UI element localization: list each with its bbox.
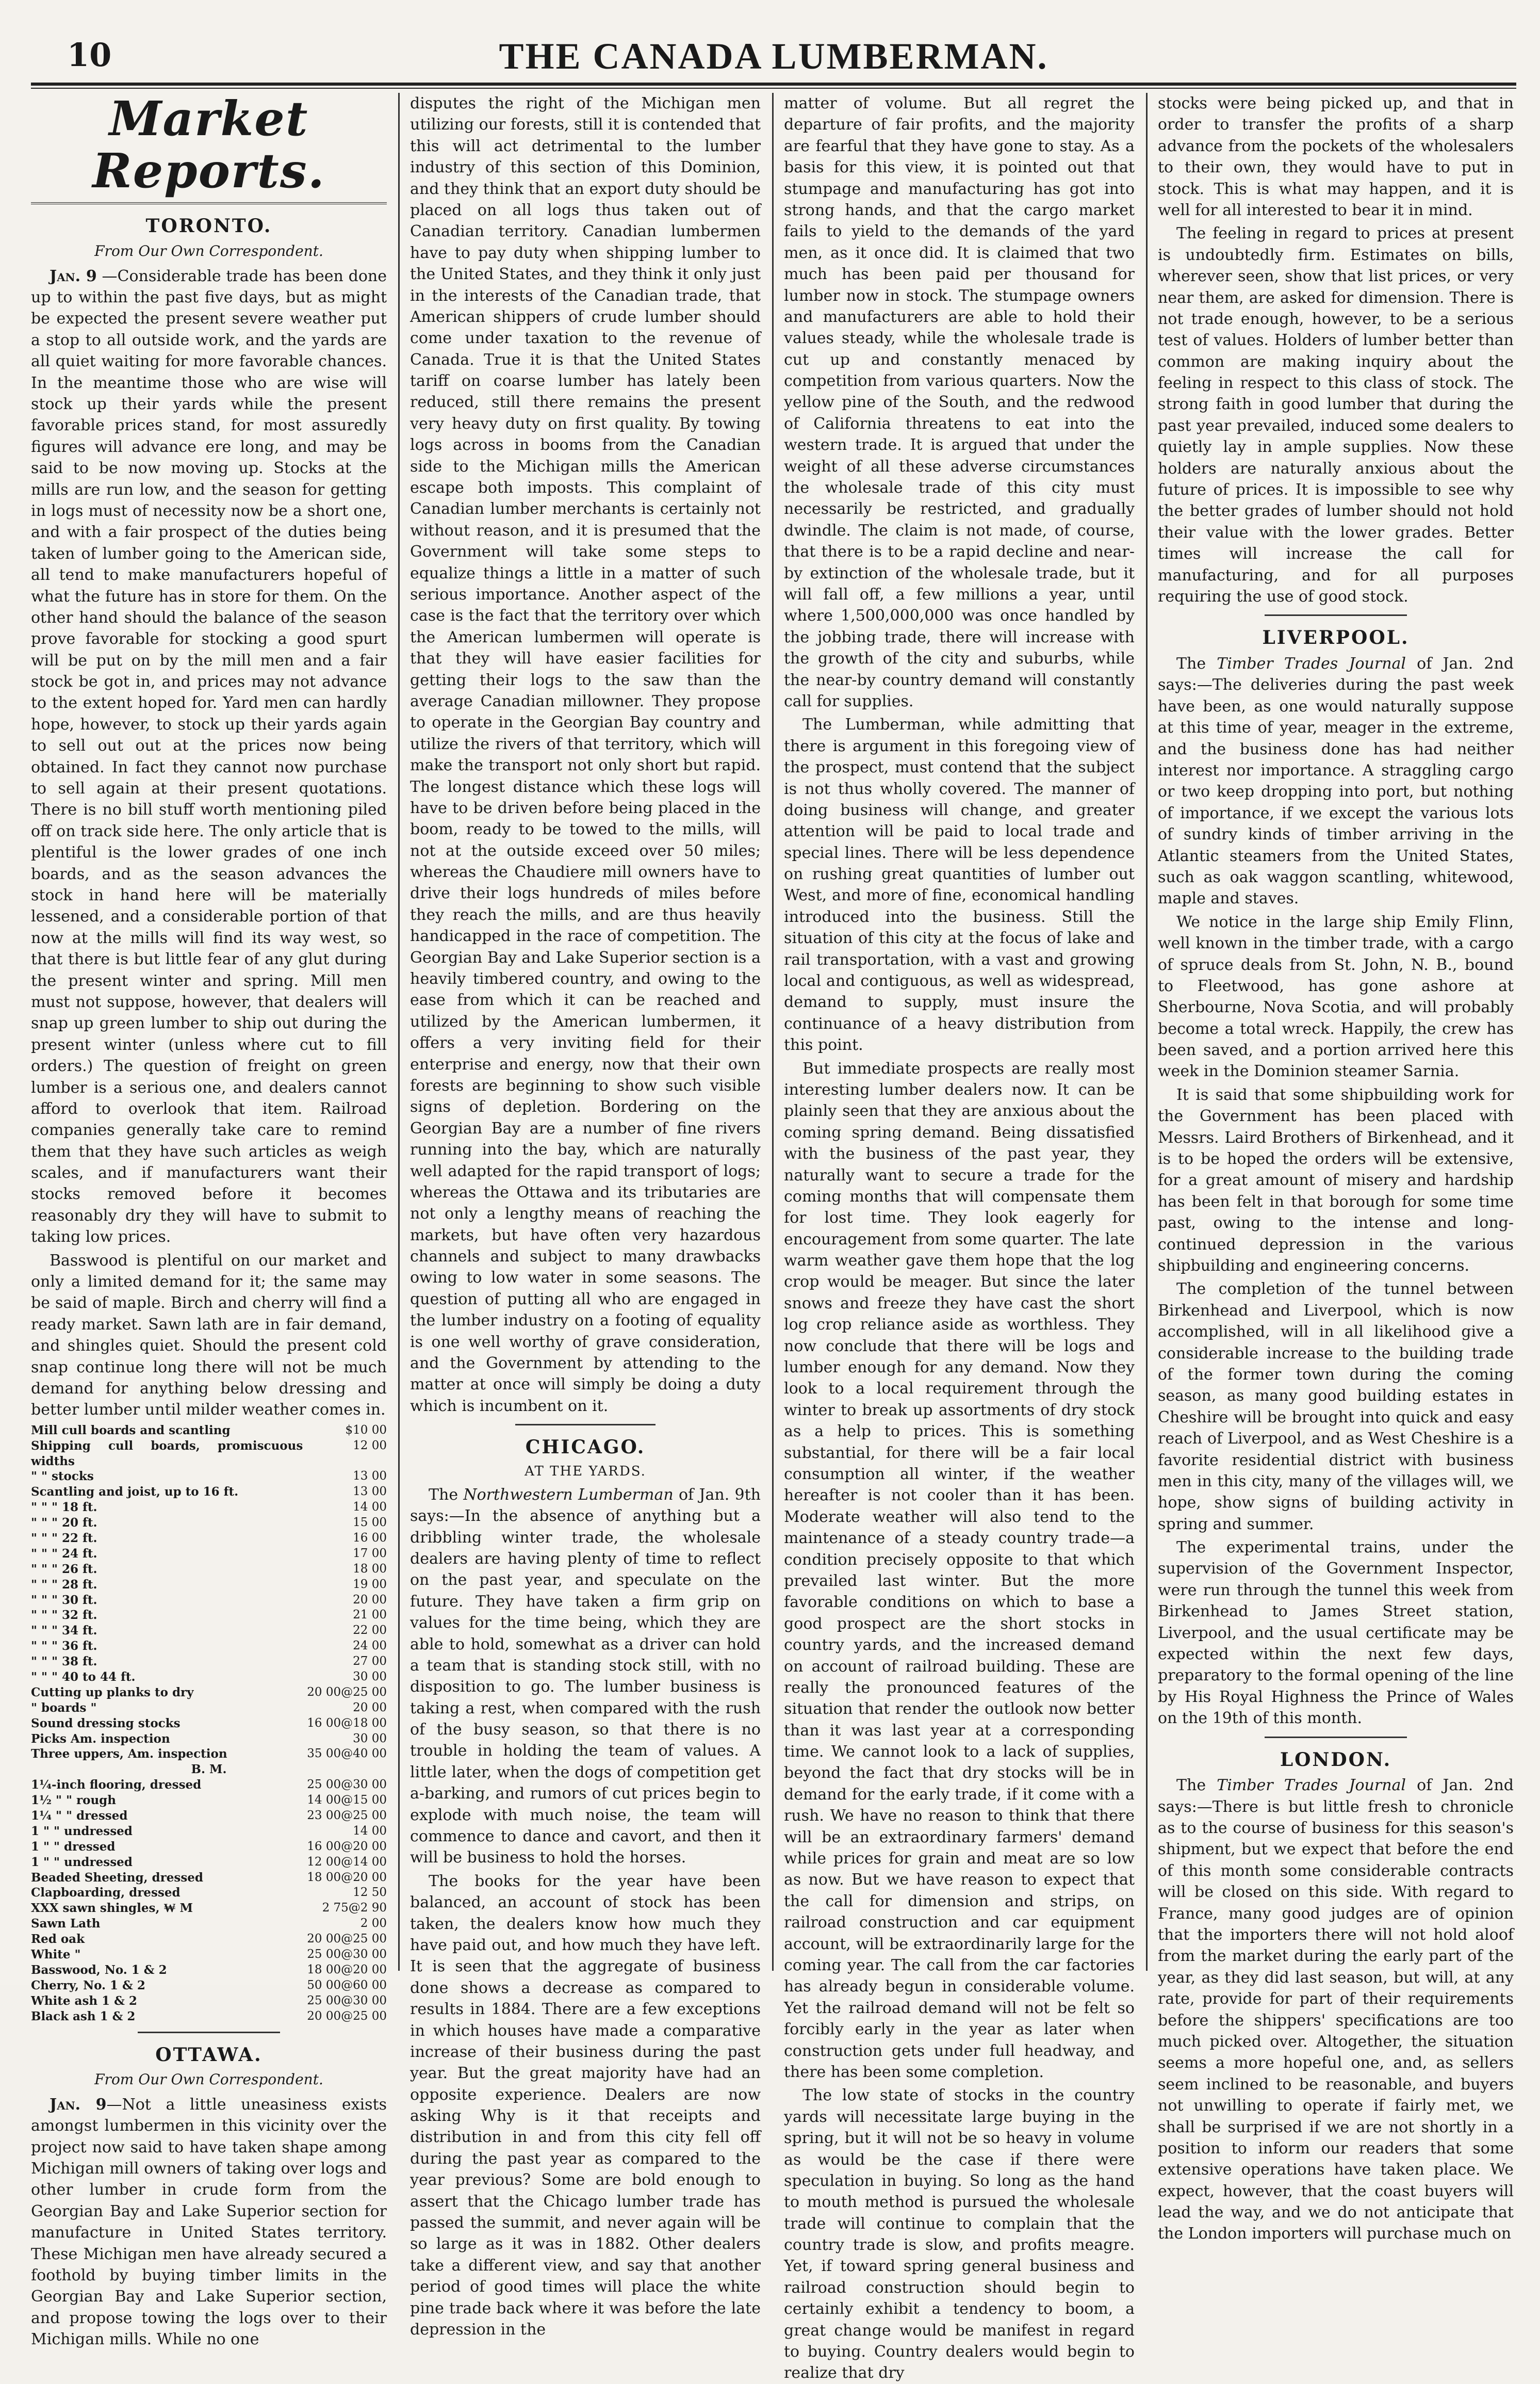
columns [31,91,1516,2382]
price-value: 23 00@25 00 [307,1809,387,1823]
price-row [31,1978,387,1993]
price-value: 18 00@20 00 [307,1963,387,1976]
price-value: 15 00 [353,1516,387,1530]
price-item: Cherry, No. 1 & 2 [31,1978,145,1992]
price-row [31,1870,387,1886]
price-item: Clapboarding, dressed [31,1886,181,1900]
price-item: Picks Am. inspection [31,1731,170,1746]
price-value: 20 00@25 00 [307,1932,387,1946]
price-value: $10 00 [345,1423,387,1437]
price-row [31,1515,387,1531]
price-item: XXX sawn shingles, ₩ M [31,1901,193,1916]
price-item: " " " 24 ft. [31,1546,97,1561]
price-value: 19 00 [353,1577,387,1591]
price-value: 20 00 [353,1593,387,1607]
price-item: " " " 38 ft. [31,1655,97,1669]
section-separator [1265,1737,1407,1738]
liverpool-paragraph: The experimental trains, under the supervision of the Government Inspector, were run through the tunnel this week from Birkenhead to James Street station, Liverpool, and the usual certificate may be expected within the next few days, preparatory to the formal opening of the line by His Royal Highness the Prince of Wales on the 19th of this month. [1158,1538,1514,1728]
chicago-subheading: AT THE YARDS. [525,1463,646,1479]
ottawa-continued-paragraph: disputes the right of the Michigan men utilizing our forests, still it is contended that this will act detrimental to the lumber industry of this section of this Dominion, and they think that an export duty should be placed on all logs thus taken out of Canadian territory. Canadian lumbermen have to pay duty when shipping lumber to the United States, and they think it only just in the interests of the Canadian trade, that American shippers of crude lumber should come under taxation to the revenue of Canada. True it is that the United States tariff on coarse lumber has lately been reduced, still there remains the present very heavy duty on first quality. By towing logs across in booms from the Canadian side to the Michigan mills the American escape both imposts. This complaint of Canadian lumber merchants is certainly not without reason, and it is presumed that the Government will take some steps to equalize things a little in a matter of such serious importance. Another aspect of the case is the fact that the territory over which the American lumbermen will operate is that they will have easier facilities for getting their logs to the saw than the average Canadian millowner. They propose to operate in the Georgian Bay country and utilize the rivers of that territory, which will make the transport not only short but rapid. The longest distance which these logs will have to be driven before being placed in the boom, ready to be towed to the mills, will not at the outside exceed over 50 miles; whereas the Chaudiere mill owners have to drive their logs hundreds of miles before they reach the mills, and are thus heavily handicapped in the race of competition. The Georgian Bay and Lake Superior section is a heavily timbered country, and owing to the ease from which it can be reached and utilized by the American lumbermen, it offers a very inviting field for their enterprise and energy, now that their own forests are beginning to show such visible signs of depletion. Bordering on the Georgian Bay are a number of fine rivers running into the bay, which are naturally well adapted for the rapid transport of logs; whereas the Ottawa and its tributaries are not only a lengthy means of reaching the markets, but have often very hazardous channels and subject to many drawbacks owing to low water in some seasons. The question of putting all who are engaged in the lumber industry on a footing of equality is one well worthy of grave consideration, and the Government by attending to the matter at once will simply be doing a duty which is incumbent on it. [410,94,761,1415]
price-value: 20 00@25 00 [307,1685,387,1699]
price-row [31,1685,387,1700]
price-row [31,1700,387,1716]
publication-name: Timber Trades Journal [1217,655,1406,673]
toronto-byline: From Our Own Correspondent. [94,242,323,260]
ottawa-paragraph: Jan. 9—Not a little uneasiness exists amongst lumbermen in this vicinity over the project now said to have taken shape among Michigan mill owners of taking over logs and other lumber in crude form from the Georgian Bay and Lake Superior section for manufacture in United States territory. These Michigan men have already secured a foothold by buying timber limits in the Georgian Bay and Lake Superior section, and propose towing the logs over to their Michigan mills. While no one [31,2095,387,2349]
price-row [31,1963,387,1978]
publication-name: Timber Trades Journal [1217,1776,1406,1795]
price-item: " " " 34 ft. [31,1624,97,1638]
price-row [31,1885,387,1901]
price-row [31,1546,387,1562]
price-row [31,1855,387,1870]
price-item: Mill cull boards and scantling [31,1423,231,1437]
price-item: Scantling and joist, up to 16 ft. [31,1485,239,1499]
price-item: " boards " [31,1700,97,1715]
price-value: 13 00 [353,1469,387,1483]
price-value: 25 00@30 00 [307,1948,387,1961]
price-item: Sawn Lath [31,1917,101,1931]
toronto-dateline: Jan. 9 [50,267,97,285]
price-row [31,1746,387,1762]
ottawa-heading: OTTAWA. [155,2044,263,2066]
price-row [31,1669,387,1685]
price-row [31,1608,387,1623]
price-row [31,1824,387,1839]
price-item: " " " 20 ft. [31,1516,97,1530]
price-value: 50 00@60 00 [307,1978,387,1992]
price-row [31,1932,387,1947]
price-value: 27 00 [353,1655,387,1668]
price-value: 20 00 [353,1700,387,1714]
price-row [31,1438,387,1469]
price-item: White " [31,1948,81,1962]
price-item: Black ash 1 & 2 [31,2009,136,2023]
chicago-continued-paragraph: But immediate prospects are really most interesting lumber dealers now. It can be plainly seen that they are anxious about the coming spring demand. Being dissatisfied with the business of the past year, they naturally want to secure a trade for the coming months that will compensate them for lost time. They look eagerly for encouragement from some quarter. The late warm weather gave them hope that the log crop would be meager. But since the later snows and freeze they have cast the short log crop reliance aside as worthless. They now conclude that there will be logs and lumber enough for any demand. Now they look to a local requirement through the winter to break up assortments of dry stock as a help to prices. This is something substantial, for there will be a fair local consumption all winter, if the weather hereafter is not cooler than it has been. Moderate weather will also tend to the maintenance of a steady country trade—a condition precisely opposite to that which prevailed last winter. But the more favorable conditions on which to base a good prospect are the short stocks in country yards, and the increased demand on account of railroad building. These are really the pronounced features of the situation that render the outlook now better than it was last year at a corresponding time. We cannot look to a lack of supplies, beyond the fact that dry stocks will be in demand for the early trade, if it come with a rush. We have no reason to think that there will be an extraordinary farmers' demand while prices for grain and meat are so low as now. But we have reason to expect that the call for dimension and strips, on railroad construction and car equipment account, will be extraordinarily large for the coming year. The call from the car factories has already begun in considerable volume. Yet the railroad demand will not be felt so forcibly early in the year as later when construction gets under full headway, and there has been some completion. [784,1059,1135,2081]
price-item: " " " 26 ft. [31,1562,97,1576]
column-rule [398,93,400,1971]
column-rule [1146,93,1148,1971]
column-2 [410,93,761,2339]
price-item: Shipping cull boards, promiscuous widths [31,1438,303,1468]
price-item: Cutting up planks to dry [31,1685,194,1699]
price-row [31,1901,387,1916]
page-header [31,31,1516,88]
price-item: " " " 18 ft. [31,1500,97,1515]
page-number: 10 [67,36,112,74]
price-row [31,1947,387,1963]
column-4 [1158,93,1514,2243]
price-value: 30 00 [353,1670,387,1684]
price-item: Sound dressing stocks [31,1716,181,1730]
market-reports-masthead: Market Reports. [31,93,387,204]
price-value: 2 00 [360,1917,387,1931]
chicago-continued-paragraph: The low state of stocks in the country yards will necessitate large buying in the spring, but it will not be so heavy in volume as would be the case if there were speculation in buying. So long as the hand to mouth method is pursued the wholesale trade will continue to complain that the country trade is slow, and profits meagre. Yet, if toward spring general business and railroad construction should begin to certainly exhibit a tendency to boom, a great change would be manifest in regard to buying. Country dealers would begin to realize that dry [784,2086,1135,2382]
price-item: " " " 30 ft. [31,1593,97,1607]
price-row [31,1593,387,1608]
ottawa-dateline: Jan. 9 [50,2095,107,2114]
price-value: 12 50 [353,1886,387,1900]
liverpool-heading: LIVERPOOL. [1262,627,1410,649]
price-row [31,1639,387,1654]
price-row [31,1762,387,1777]
section-separator [1265,614,1407,616]
price-value: 14 00@15 00 [307,1793,387,1807]
price-value: 18 00 [353,1562,387,1576]
price-item: 1¼ " " dressed [31,1809,128,1823]
price-value: 24 00 [353,1639,387,1653]
price-value: 2 75@2 90 [322,1901,387,1915]
price-item: " " " 28 ft. [31,1577,97,1592]
publication-name: Northwestern Lumberman [463,1485,674,1504]
price-row [31,1484,387,1500]
section-separator [138,2032,280,2033]
chicago-continued-paragraph: The feeling in regard to prices at present is undoubtedly firm. Estimates on bills, wherever seen, show that list prices, or very near them, are asked for dimension. There is not trade enough, however, to be a serious test of values. Holders of lumber better than common are making inquiry about the feeling in respect to this class of stock. The strong faith in good lumber that during the past year prevailed, induced some dealers to quietly lay in ample supplies. Now these holders are naturally anxious about the future of prices. It is impossible to see why the better grades of lumber should not hold their value with the lower grades. Better times will increase the call for manufacturing, and for all purposes requiring the use of good stock. [1158,224,1514,606]
price-item: " " stocks [31,1469,94,1484]
toronto-paragraph: Basswood is plentiful on our market and only a limited demand for it; the same may be said of maple. Birch and cherry will find a ready market. Sawn lath are in fair demand, and shingles quiet. Should the present cold snap continue long there will not be much demand for anything below dressing and better lumber until milder weather comes in. [31,1251,387,1419]
chicago-continued-paragraph: matter of volume. But all regret the departure of fair profits, and the majority are fearful that they have gone to stay. As a basis for this view, it is pointed out that stumpage and manufacturing has got into strong hands, and that the cargo market fails to yield to the demands of the yard men, as it once did. It is claimed that two much has been paid per thousand for lumber now in stock. The stumpage owners and manufacturers are able to hold their values steady, while the wholesale trade is cut up and constantly menaced by competition from various quarters. Now the yellow pine of the South, and the redwood of California threatens to eat into the western trade. It is argued that under the weight of all these adverse circumstances the wholesale trade of this city must necessarily be restricted, and gradually dwindle. The claim is not made, of course, that there is to be a rapid decline and near-by extinction of the wholesale trade, but it will fall off, a few millions a year, until where 1,500,000,000 was once handled by the jobbing trade, there will increase with the growth of the city and suburbs, while the near-by country demand will constantly call for supplies. [784,94,1135,710]
price-value: 16 00@20 00 [307,1839,387,1853]
chicago-paragraph: The Northwestern Lumberman of Jan. 9th says:—In the absence of anything but a dribbling winter trade, the wholesale dealers are having plenty of time to reflect on the past year, and speculate on the future. They have taken a firm grip on values for the time being, which they are able to hold, somewhat as a driver can hold a team that is standing stock still, with no disposition to go. The lumber business is taking a rest, when compared with the rush of the busy season, so that there is no trouble in holding the team of values. A little later, when the dogs of competition get a-barking, and rumors of cut prices begin to explode with much noise, the team will commence to dance and cavort, and then it will be business to hold the horses. [410,1485,761,1867]
price-row [31,1993,387,2009]
price-value: 14 00 [353,1500,387,1514]
price-item: Basswood, No. 1 & 2 [31,1963,167,1977]
london-heading: LONDON. [1280,1748,1392,1771]
price-value: 20 00@25 00 [307,2009,387,2023]
price-row [31,1808,387,1824]
price-item: 1 " " dressed [31,1839,116,1854]
price-value: 16 00@18 00 [307,1716,387,1730]
price-value: 25 00@30 00 [307,1993,387,2007]
chicago-continued-paragraph: The Lumberman, while admitting that there is argument in this foregoing view of the prospect, must contend that the subject is not thus wholly covered. The manner of doing business will change, and greater attention will be paid to local trade and special lines. There will be less dependence on rushing great quantities of lumber out West, and more of fine, economical handling introduced into the business. Still the situation of this city at the focus of lake and rail transportation, with a vast and growing local and contiguous, as well as widespread, demand to supply, must insure the continuance of a heavy distribution from this point. [784,716,1135,1055]
price-value: 13 00 [353,1485,387,1499]
price-value: 12 00@14 00 [307,1855,387,1869]
price-row [31,1777,387,1793]
price-row [31,2009,387,2024]
price-item: 1¼-inch flooring, dressed [31,1778,202,1792]
column-1 [31,91,387,2349]
toronto-paragraph: Jan. 9 —Considerable trade has been done up to within the past five days, but as might be expected the present severe weather put a stop to all outside work, and the yards are all quiet waiting for more favorable chances. In the meantime those who are wise will stock up their yards while the present favorable prices stand, for most assuredly figures will advance ere long, and may be said to be now moving up. Stocks at the mills are run low, and the season for getting in logs must of necessity now be a short one, and with a fair prospect of the duties being taken of lumber going to the American side, all tend to make manufacturers hopeful of what the future has in store for them. On the other hand should the balance of the season prove favorable for stocking a good spurt will be put on by the mill men and a fair stock be got in, and prices may not advance to the extent hoped for. Yard men can hardly hope, however, to stock up their yards again to sell out out at the prices now being obtained. In fact they cannot now purchase to sell again at their present quotations. There is no bill stuff worth mentioning piled off on track side here. The only article that is plentiful is the lower grades of one inch boards, and as the season advances the stock in hand here will be materially lessened, and a considerable portion of that now at the mills will find its way west, so that there is but little fear of any glut during the present winter and spring. Mill men must not suppose, however, that dealers will snap up green lumber to ship out during the present winter (unless where cut to fill orders.) The question of freight on green lumber is a serious one, and dealers cannot afford to overlook that item. Railroad companies generally take care to remind them that they have such articles as weigh scales, and if manufacturers want their stocks removed before it becomes reasonably dry they will have to submit to taking low prices. [31,267,387,1246]
liverpool-paragraph: We notice in the large ship Emily Flinn, well known in the timber trade, with a cargo of spruce deals from St. John, N. B., bound to Fleetwood, has gone ashore at Sherbourne, Nova Scotia, and will probably become a total wreck. Happily, the crew has been saved, and a portion arrived here this week in the Dominion steamer Sarnia. [1158,913,1514,1081]
price-row [31,1423,387,1438]
toronto-heading: TORONTO. [145,215,272,237]
liverpool-paragraph: It is said that some shipbuilding work for the Government has been placed with Messrs. Laird Brothers of Birkenhead, and it is to be hoped the orders will be extensive, for a great amount of misery and hardship has been felt in that borough for some time past, owing to the intense and long-continued depression in the various shipbuilding and engineering concerns. [1158,1085,1514,1275]
london-paragraph: The Timber Trades Journal of Jan. 2nd says:—There is but little fresh to chronicle as to the course of business for this season's shipment, but we expect that before the end of this month some considerable contracts will be closed on this side. With regard to France, many good judges are of opinion that the importers there will not hold aloof from the market during the early part of the year, as they did last season, but will, at any rate, provide for part of their requirements before the shippers' specifications are too much picked over. Altogether, the situation seems a more hopeful one, and, as sellers seem inclined to be reasonable, and buyers not unwilling to operate if fairly met, we shall be surprised if we are not shortly in a position to inform our readers that some extensive operations have taken place. We expect, however, that the coast buyers will lead the way, and we do not anticipate that the London importers will purchase much on [1158,1776,1514,2243]
price-row [31,1500,387,1515]
price-value: 17 00 [353,1546,387,1560]
price-value: 12 00 [353,1438,387,1452]
price-row [31,1623,387,1639]
price-item: 1½ " " rough [31,1793,116,1808]
price-item: B. M. [191,1762,227,1777]
price-row [31,1531,387,1546]
paper-title: THE CANADA LUMBERMAN. [499,36,1048,77]
section-separator [515,1424,656,1425]
price-item: " " " 36 ft. [31,1639,97,1653]
price-row [31,1839,387,1855]
header-rule [31,83,1516,89]
price-item: " " " 40 to 44 ft. [31,1670,136,1684]
price-row [31,1654,387,1669]
price-item: Three uppers, Am. inspection [31,1747,227,1761]
price-row [31,1916,387,1932]
price-value: 14 00 [353,1824,387,1838]
price-row [31,1793,387,1808]
price-value: 22 00 [353,1624,387,1637]
price-item: 1 " " undressed [31,1824,133,1838]
price-item: Beaded Sheeting, dressed [31,1870,204,1885]
price-value: 21 00 [353,1608,387,1622]
price-row [31,1562,387,1577]
column-3 [784,93,1135,2382]
price-item: White ash 1 & 2 [31,1993,137,2008]
price-row [31,1469,387,1484]
toronto-price-table [31,1423,387,2024]
chicago-continued-paragraph: stocks were being picked up, and that in order to transfer the profits of a sharp advance from the pockets of the wholesalers to their own, they would have to put in stock. This is what may happen, and it is well for all interested to bear it in mind. [1158,94,1514,219]
chicago-heading: CHICAGO. [525,1436,646,1458]
liverpool-paragraph: The completion of the tunnel between Birkenhead and Liverpool, which is now accomplished, will in all likelihood give a considerable increase to the building trade of the former town during the coming season, as many good building estates in Cheshire will be brought into quick and easy reach of Liverpool, and as West Cheshire is a favorite residential district with business men in this city, many of the villages will, we hope, show signs of building activity in spring and summer. [1158,1280,1514,1533]
chicago-paragraph: The books for the year have been balanced, an account of stock has been taken, the dealers know how much they have paid out, and how much they have left. It is seen that the aggregate of business done shows a decrease as compared to results in 1884. There are a few exceptions in which houses have made a comparative increase of their business during the past year. But the great majority have had an opposite experience. Dealers are now asking Why is it that receipts and distribution in and from this city fell off during the past year as compared to the year previous? Some are bold enough to assert that the Chicago lumber trade has passed the summit, and never again will be so large as it was in 1882. Other dealers take a different view, and say that another period of good times will place the white pine trade back where it was before the late depression in the [410,1872,761,2339]
price-value: 25 00@30 00 [307,1778,387,1792]
price-item: Red oak [31,1932,85,1947]
price-value: 18 00@20 00 [307,1870,387,1884]
price-row [31,1731,387,1747]
price-value: 16 00 [353,1531,387,1545]
liverpool-paragraph: The Timber Trades Journal of Jan. 2nd says:—The deliveries during the past week have been, as one would naturally suppose at this time of year, meager in the extreme, and the business done has had neither interest nor importance. A straggling cargo or two keep dropping into port, but nothing of importance, if we except the various lots of sundry kinds of timber arriving in the Atlantic steamers from the United States, such as oak waggon scantling, whitewood, maple and staves. [1158,655,1514,908]
price-value: 35 00@40 00 [307,1747,387,1761]
price-item: " " " 32 ft. [31,1608,97,1623]
price-item: 1 " " undressed [31,1855,133,1869]
price-value: 30 00 [353,1731,387,1745]
price-row [31,1716,387,1731]
price-item: " " " 22 ft. [31,1531,97,1545]
column-rule [772,93,774,1971]
ottawa-byline: From Our Own Correspondent. [94,2071,323,2088]
price-row [31,1577,387,1593]
